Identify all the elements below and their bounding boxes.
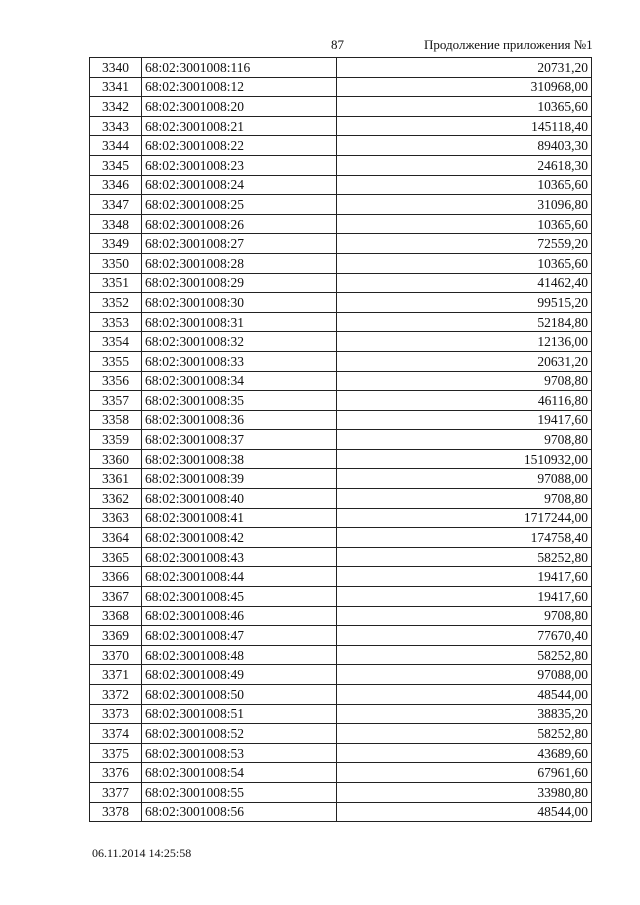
table-row bbox=[90, 253, 592, 273]
cadastral-value: 31096,80 bbox=[337, 195, 592, 215]
table-row bbox=[90, 155, 592, 175]
row-number: 3344 bbox=[90, 136, 142, 156]
cadastral-value: 9708,80 bbox=[337, 371, 592, 391]
cadastral-number: 68:02:3001008:38 bbox=[142, 449, 337, 469]
cadastral-value: 89403,30 bbox=[337, 136, 592, 156]
cadastral-value: 20631,20 bbox=[337, 351, 592, 371]
table-row bbox=[90, 391, 592, 411]
table-row bbox=[90, 489, 592, 509]
cadastral-value: 24618,30 bbox=[337, 155, 592, 175]
cadastral-value: 77670,40 bbox=[337, 626, 592, 646]
cadastral-value: 20731,20 bbox=[337, 58, 592, 78]
table-row bbox=[90, 116, 592, 136]
table-row bbox=[90, 665, 592, 685]
table-row bbox=[90, 606, 592, 626]
cadastral-number: 68:02:3001008:46 bbox=[142, 606, 337, 626]
cadastral-number: 68:02:3001008:12 bbox=[142, 77, 337, 97]
cadastral-value: 9708,80 bbox=[337, 430, 592, 450]
header-note: Продолжение приложения №1 bbox=[424, 37, 593, 52]
cadastral-number: 68:02:3001008:51 bbox=[142, 704, 337, 724]
cadastral-value: 10365,60 bbox=[337, 253, 592, 273]
table-row bbox=[90, 469, 592, 489]
cadastral-number: 68:02:3001008:22 bbox=[142, 136, 337, 156]
cadastral-table bbox=[89, 57, 592, 822]
row-number: 3354 bbox=[90, 332, 142, 352]
row-number: 3343 bbox=[90, 116, 142, 136]
table-row bbox=[90, 528, 592, 548]
cadastral-number: 68:02:3001008:44 bbox=[142, 567, 337, 587]
cadastral-value: 174758,40 bbox=[337, 528, 592, 548]
cadastral-number: 68:02:3001008:39 bbox=[142, 469, 337, 489]
row-number: 3363 bbox=[90, 508, 142, 528]
cadastral-value: 99515,20 bbox=[337, 293, 592, 313]
cadastral-value: 19417,60 bbox=[337, 587, 592, 607]
row-number: 3366 bbox=[90, 567, 142, 587]
cadastral-number: 68:02:3001008:29 bbox=[142, 273, 337, 293]
row-number: 3376 bbox=[90, 763, 142, 783]
cadastral-value: 38835,20 bbox=[337, 704, 592, 724]
table-row bbox=[90, 724, 592, 744]
row-number: 3365 bbox=[90, 547, 142, 567]
row-number: 3358 bbox=[90, 410, 142, 430]
cadastral-value: 67961,60 bbox=[337, 763, 592, 783]
table-row bbox=[90, 802, 592, 822]
table-row bbox=[90, 430, 592, 450]
table-row bbox=[90, 273, 592, 293]
cadastral-value: 48544,00 bbox=[337, 802, 592, 822]
table-row bbox=[90, 547, 592, 567]
cadastral-number: 68:02:3001008:20 bbox=[142, 97, 337, 117]
cadastral-number: 68:02:3001008:52 bbox=[142, 724, 337, 744]
table-row bbox=[90, 645, 592, 665]
row-number: 3356 bbox=[90, 371, 142, 391]
cadastral-value: 43689,60 bbox=[337, 743, 592, 763]
cadastral-value: 46116,80 bbox=[337, 391, 592, 411]
cadastral-number: 68:02:3001008:35 bbox=[142, 391, 337, 411]
table-body bbox=[90, 58, 592, 822]
row-number: 3369 bbox=[90, 626, 142, 646]
row-number: 3346 bbox=[90, 175, 142, 195]
table-row bbox=[90, 175, 592, 195]
table-row bbox=[90, 763, 592, 783]
cadastral-number: 68:02:3001008:32 bbox=[142, 332, 337, 352]
cadastral-number: 68:02:3001008:26 bbox=[142, 214, 337, 234]
cadastral-value: 9708,80 bbox=[337, 489, 592, 509]
cadastral-value: 72559,20 bbox=[337, 234, 592, 254]
cadastral-number: 68:02:3001008:33 bbox=[142, 351, 337, 371]
table-row bbox=[90, 58, 592, 78]
table-row bbox=[90, 312, 592, 332]
cadastral-value: 52184,80 bbox=[337, 312, 592, 332]
cadastral-value: 19417,60 bbox=[337, 410, 592, 430]
row-number: 3361 bbox=[90, 469, 142, 489]
row-number: 3370 bbox=[90, 645, 142, 665]
row-number: 3367 bbox=[90, 587, 142, 607]
table-row bbox=[90, 587, 592, 607]
cadastral-number: 68:02:3001008:47 bbox=[142, 626, 337, 646]
cadastral-number: 68:02:3001008:27 bbox=[142, 234, 337, 254]
table-row bbox=[90, 626, 592, 646]
cadastral-number: 68:02:3001008:56 bbox=[142, 802, 337, 822]
table-row bbox=[90, 293, 592, 313]
cadastral-value: 97088,00 bbox=[337, 469, 592, 489]
cadastral-number: 68:02:3001008:55 bbox=[142, 782, 337, 802]
cadastral-number: 68:02:3001008:50 bbox=[142, 685, 337, 705]
row-number: 3357 bbox=[90, 391, 142, 411]
cadastral-number: 68:02:3001008:34 bbox=[142, 371, 337, 391]
cadastral-value: 10365,60 bbox=[337, 214, 592, 234]
cadastral-number: 68:02:3001008:48 bbox=[142, 645, 337, 665]
row-number: 3374 bbox=[90, 724, 142, 744]
cadastral-value: 1717244,00 bbox=[337, 508, 592, 528]
cadastral-value: 58252,80 bbox=[337, 547, 592, 567]
table-row bbox=[90, 332, 592, 352]
row-number: 3350 bbox=[90, 253, 142, 273]
table-row bbox=[90, 449, 592, 469]
row-number: 3340 bbox=[90, 58, 142, 78]
row-number: 3362 bbox=[90, 489, 142, 509]
cadastral-value: 19417,60 bbox=[337, 567, 592, 587]
row-number: 3373 bbox=[90, 704, 142, 724]
cadastral-number: 68:02:3001008:24 bbox=[142, 175, 337, 195]
row-number: 3360 bbox=[90, 449, 142, 469]
cadastral-number: 68:02:3001008:54 bbox=[142, 763, 337, 783]
cadastral-number: 68:02:3001008:28 bbox=[142, 253, 337, 273]
row-number: 3377 bbox=[90, 782, 142, 802]
cadastral-value: 12136,00 bbox=[337, 332, 592, 352]
table-row bbox=[90, 704, 592, 724]
row-number: 3348 bbox=[90, 214, 142, 234]
table-row bbox=[90, 410, 592, 430]
row-number: 3341 bbox=[90, 77, 142, 97]
cadastral-number: 68:02:3001008:40 bbox=[142, 489, 337, 509]
row-number: 3351 bbox=[90, 273, 142, 293]
cadastral-value: 41462,40 bbox=[337, 273, 592, 293]
row-number: 3355 bbox=[90, 351, 142, 371]
row-number: 3375 bbox=[90, 743, 142, 763]
row-number: 3378 bbox=[90, 802, 142, 822]
table-row bbox=[90, 195, 592, 215]
cadastral-value: 145118,40 bbox=[337, 116, 592, 136]
cadastral-number: 68:02:3001008:49 bbox=[142, 665, 337, 685]
cadastral-value: 310968,00 bbox=[337, 77, 592, 97]
row-number: 3353 bbox=[90, 312, 142, 332]
row-number: 3371 bbox=[90, 665, 142, 685]
table-row bbox=[90, 567, 592, 587]
cadastral-number: 68:02:3001008:30 bbox=[142, 293, 337, 313]
cadastral-number: 68:02:3001008:116 bbox=[142, 58, 337, 78]
row-number: 3347 bbox=[90, 195, 142, 215]
row-number: 3345 bbox=[90, 155, 142, 175]
cadastral-value: 33980,80 bbox=[337, 782, 592, 802]
table-row bbox=[90, 77, 592, 97]
table-row bbox=[90, 214, 592, 234]
table-row bbox=[90, 743, 592, 763]
table-row bbox=[90, 685, 592, 705]
footer-timestamp: 06.11.2014 14:25:58 bbox=[92, 846, 192, 860]
cadastral-number: 68:02:3001008:43 bbox=[142, 547, 337, 567]
row-number: 3364 bbox=[90, 528, 142, 548]
row-number: 3342 bbox=[90, 97, 142, 117]
row-number: 3372 bbox=[90, 685, 142, 705]
cadastral-number: 68:02:3001008:23 bbox=[142, 155, 337, 175]
cadastral-number: 68:02:3001008:21 bbox=[142, 116, 337, 136]
table-row bbox=[90, 371, 592, 391]
cadastral-value: 10365,60 bbox=[337, 97, 592, 117]
row-number: 3352 bbox=[90, 293, 142, 313]
cadastral-number: 68:02:3001008:42 bbox=[142, 528, 337, 548]
cadastral-number: 68:02:3001008:45 bbox=[142, 587, 337, 607]
table-row bbox=[90, 136, 592, 156]
table-row bbox=[90, 782, 592, 802]
cadastral-value: 97088,00 bbox=[337, 665, 592, 685]
table-row bbox=[90, 97, 592, 117]
row-number: 3349 bbox=[90, 234, 142, 254]
table-row bbox=[90, 508, 592, 528]
table-row bbox=[90, 234, 592, 254]
cadastral-number: 68:02:3001008:37 bbox=[142, 430, 337, 450]
cadastral-value: 58252,80 bbox=[337, 724, 592, 744]
cadastral-value: 58252,80 bbox=[337, 645, 592, 665]
cadastral-number: 68:02:3001008:36 bbox=[142, 410, 337, 430]
cadastral-number: 68:02:3001008:25 bbox=[142, 195, 337, 215]
row-number: 3368 bbox=[90, 606, 142, 626]
cadastral-number: 68:02:3001008:31 bbox=[142, 312, 337, 332]
page-number: 87 bbox=[331, 37, 344, 52]
cadastral-value: 48544,00 bbox=[337, 685, 592, 705]
table-row bbox=[90, 351, 592, 371]
cadastral-value: 10365,60 bbox=[337, 175, 592, 195]
row-number: 3359 bbox=[90, 430, 142, 450]
cadastral-number: 68:02:3001008:41 bbox=[142, 508, 337, 528]
cadastral-number: 68:02:3001008:53 bbox=[142, 743, 337, 763]
cadastral-value: 9708,80 bbox=[337, 606, 592, 626]
cadastral-value: 1510932,00 bbox=[337, 449, 592, 469]
